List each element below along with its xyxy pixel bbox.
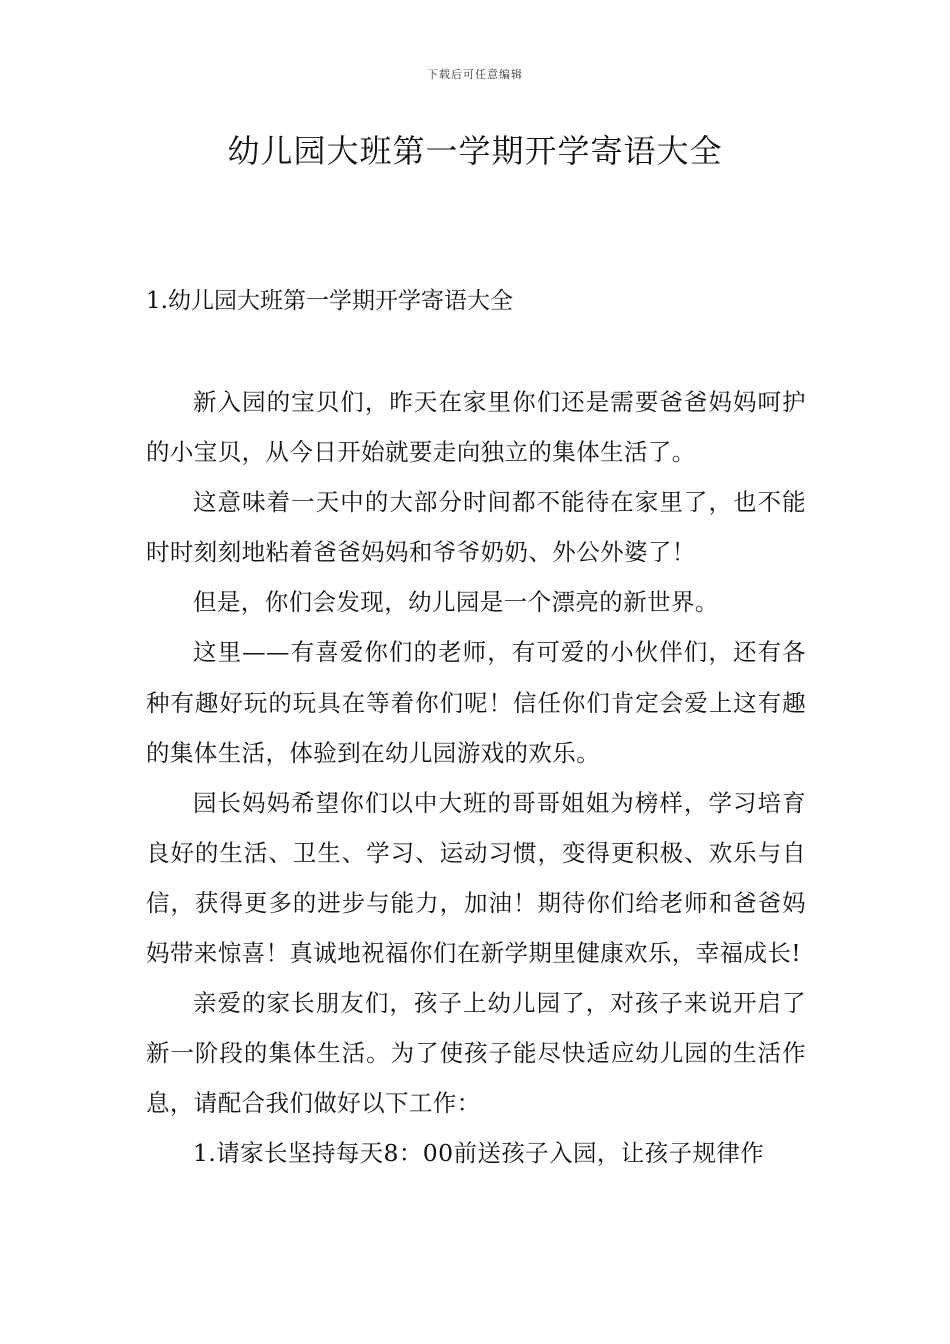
body-text xyxy=(146,377,806,1179)
paragraph: 这里——有喜爱你们的老师，有可爱的小伙伴们，还有各种有趣好玩的玩具在等着你们呢！信任你们肯定会爱上这有趣的集体生活，体验到在幼儿园游戏的欢乐。 xyxy=(146,638,806,767)
paragraph: 新入园的宝贝们，昨天在家里你们还是需要爸爸妈妈呵护的小宝贝，从今日开始就要走向独立的集体生活了。 xyxy=(146,388,806,467)
paragraph: 亲爱的家长朋友们，孩子上幼儿园了，对孩子来说开启了新一阶段的集体生活。为了使孩子能尽快适应幼儿园的生活作息，请配合我们做好以下工作： xyxy=(146,989,806,1118)
paragraph: 这意味着一天中的大部分时间都不能待在家里了，也不能时时刻刻地粘着爸爸妈妈和爷爷奶奶、外公外婆了！ xyxy=(146,488,806,567)
document-title: 幼儿园大班第一学期开学寄语大全 xyxy=(227,132,723,170)
paragraph: 但是，你们会发现，幼儿园是一个漂亮的新世界。 xyxy=(193,588,719,617)
header-note: 下载后可任意编辑 xyxy=(427,68,523,81)
paragraph: 园长妈妈希望你们以中大班的哥哥姐姐为榜样，学习培育良好的生活、卫生、学习、运动习惯，变得更积极、欢乐与自信，获得更多的进步与能力，加油！期待你们给老师和爸爸妈妈带来惊喜！真诚地祝福你们在新学期里健康欢乐，幸福成长! xyxy=(146,788,806,968)
paragraph: 1.请家长坚持每天8：00前送孩子入园，让孩子规律作 xyxy=(193,1139,765,1168)
section-heading: 1.幼儿园大班第一学期开学寄语大全 xyxy=(146,288,513,314)
